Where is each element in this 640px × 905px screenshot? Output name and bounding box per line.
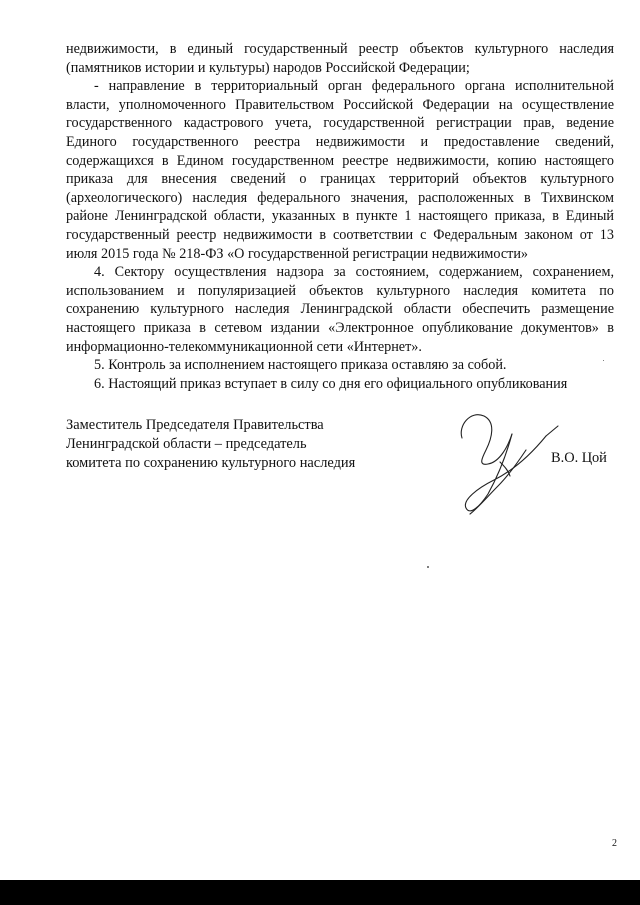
signer-title-line-2: Ленинградской области – председатель xyxy=(66,435,307,452)
signer-title-line-1: Заместитель Председателя Правительства xyxy=(66,417,324,433)
paragraph-item-6: 6. Настоящий приказ вступает в силу со дня его официального опубликования xyxy=(94,375,568,392)
paragraph-continuation: недвижимости, в единый государственный реестр объектов культурного наследия (памятников истории и культуры) народов Российской Федерации; xyxy=(66,41,614,76)
paragraph-item-5: 5. Контроль за исполнением настоящего приказа оставляю за собой. xyxy=(94,357,507,374)
handwritten-signature-icon xyxy=(448,396,568,520)
signer-name: В.О. Цой xyxy=(551,450,607,466)
signer-title-line-3: комитета по сохранению культурного наследия xyxy=(66,454,356,471)
scan-speck xyxy=(427,566,429,568)
paragraph-rosreestr-direction: - направление в территориальный орган федерального органа исполнительной власти, уполномоченного Правительством Российской Федерации на осуществление государственного кадастрового учета, государственной регистрации прав, ведение Единого государственного реестра недвижимости и предоставление сведений, содержащихся в Едином государственном реестре недвижимости, копию настоящего приказа для внесения сведений о границах территорий объектов культурного (археологического) наследия федерального значения, расположенных в Тихвинском районе Ленинградской области, указанных в пункте 1 настоящего приказа, в Единый государственный реестр недвижимости в соответствии с Федеральным законом от 13 июля 2015 года № 218-ФЗ «О государственной регистрации недвижимости» xyxy=(66,78,614,262)
scan-bottom-edge xyxy=(0,880,640,905)
document-body xyxy=(66,40,614,393)
page-number: 2 xyxy=(612,838,617,849)
scan-speck xyxy=(603,360,604,361)
paragraph-item-4: 4. Сектору осуществления надзора за состоянием, содержанием, сохранением, использованием и популяризацией объектов культурного наследия комитета по сохранению культурного наследия Ленинградской области обеспечить размещение настоящего приказа в сетевом издании «Электронное опубликование документов» в информационно-телекоммуникационной сети «Интернет». xyxy=(66,264,614,355)
signer-title-block xyxy=(66,416,355,472)
